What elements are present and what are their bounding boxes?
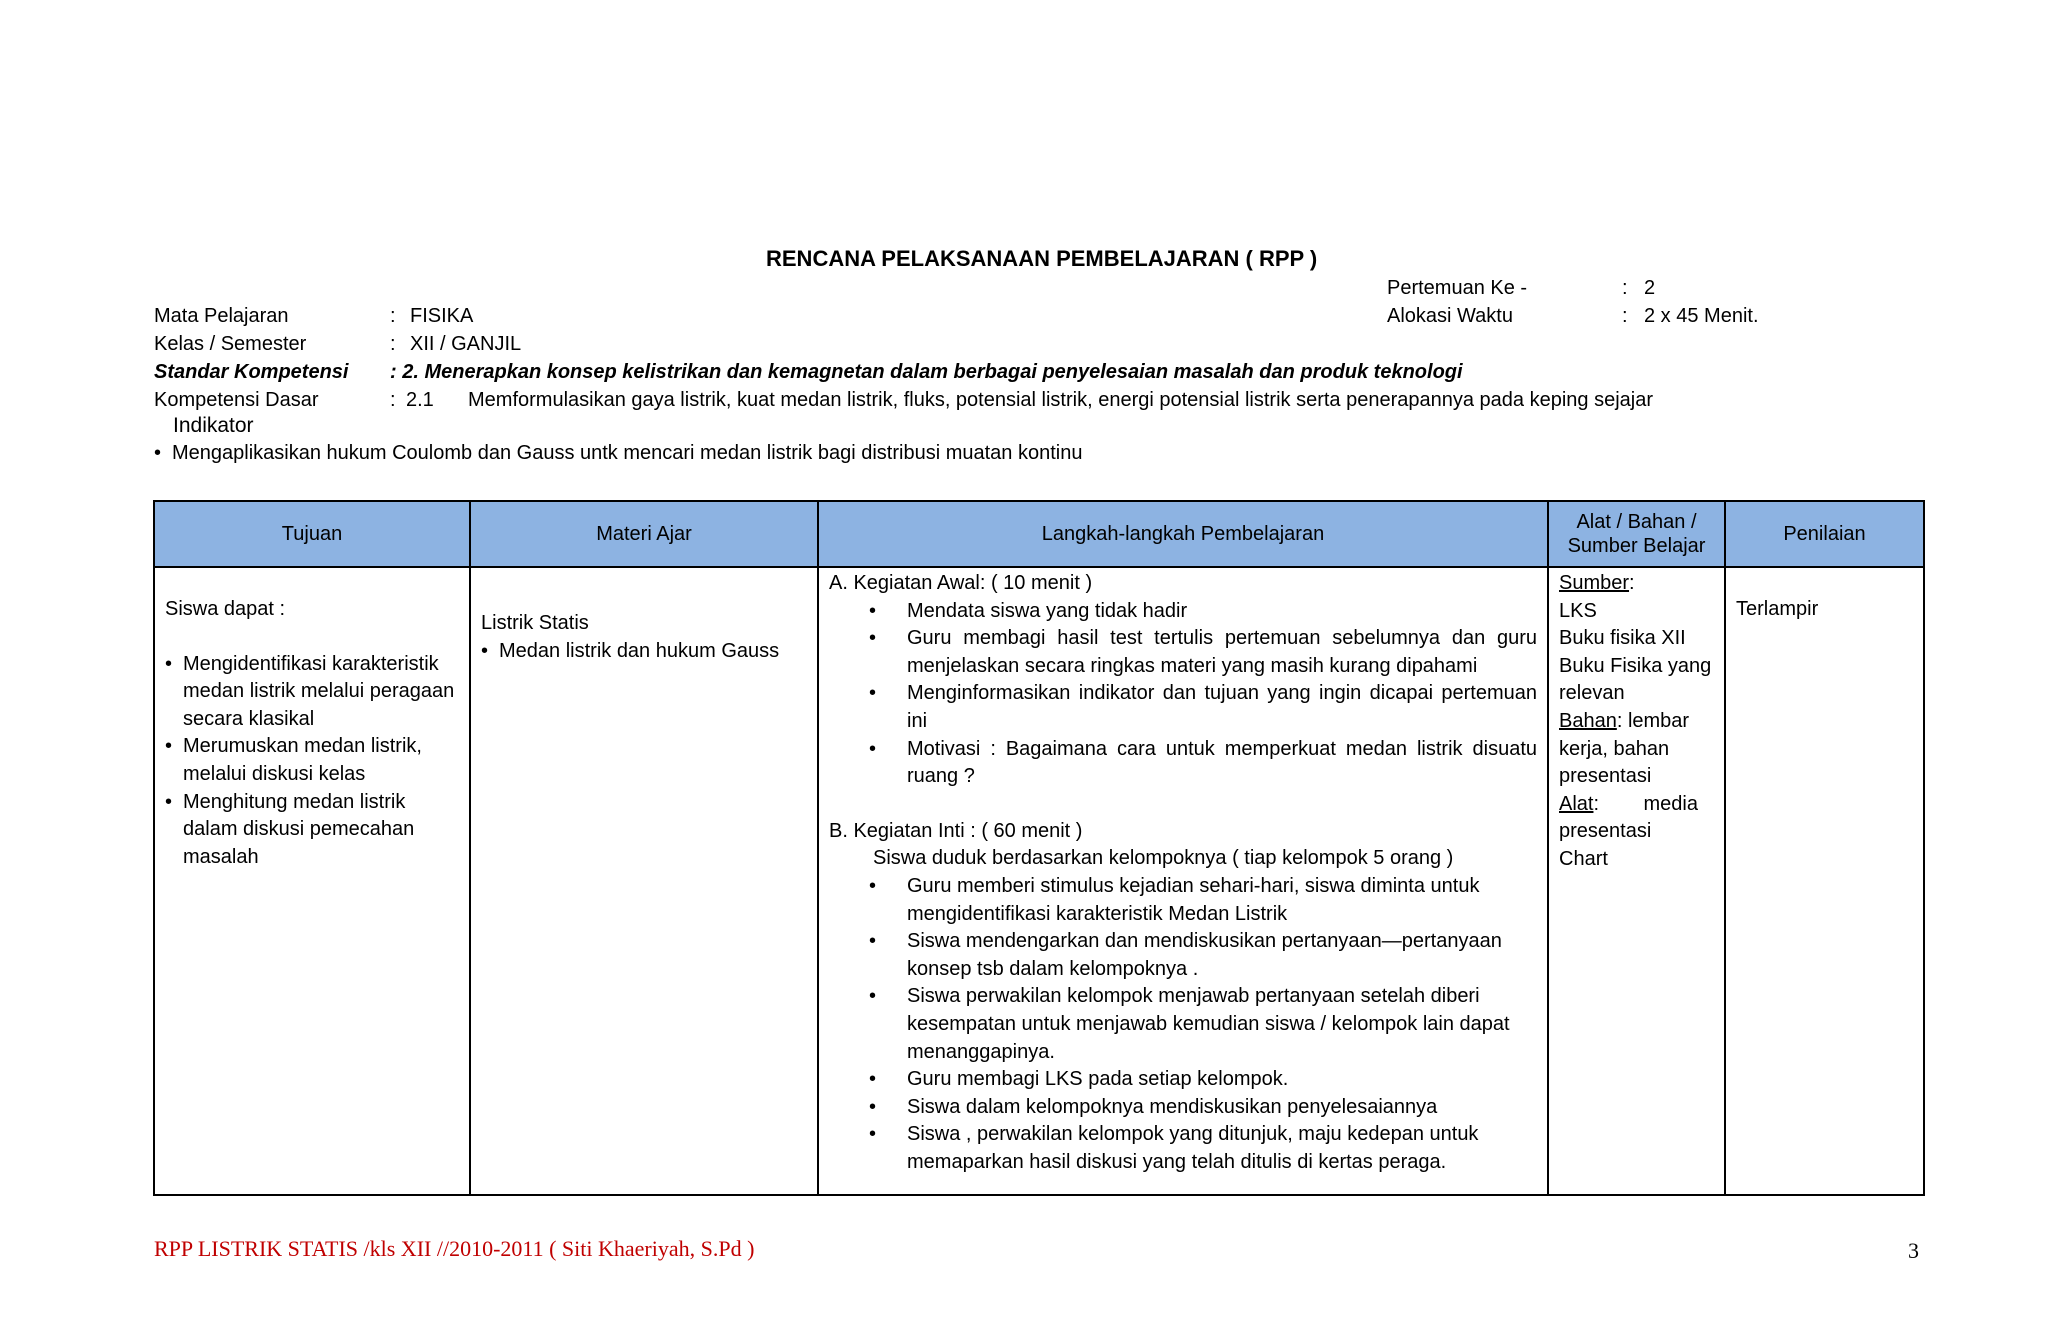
column-header-alat: Alat / Bahan / Sumber Belajar: [1548, 501, 1725, 567]
indicator-item: [154, 442, 1082, 465]
bullet-icon: •: [154, 442, 162, 464]
list-item: • Siswa , perwakilan kelompok yang ditunjuk, maju kedepan untuk memaparkan hasil diskusi yang telah ditulis di kertas peraga.: [829, 1121, 1537, 1176]
lesson-plan-table: [153, 500, 1925, 1196]
meta-key: Mata Pelajaran: [154, 305, 289, 327]
page-number: 3: [1908, 1238, 1919, 1263]
kegiatan-inti-subtitle: Siswa duduk berdasarkan kelompoknya ( tiap kelompok 5 orang ): [873, 847, 1454, 870]
sumber-line: [1559, 570, 1714, 598]
subject-row: [154, 302, 1653, 330]
meta-key: Kompetensi Dasar: [154, 389, 319, 411]
list-item: • Mendata siswa yang tidak hadir: [829, 598, 1537, 626]
lesson-info: [154, 302, 1653, 414]
meta-value: 2: [1644, 277, 1656, 299]
resource-line: Buku Fisika yang relevan: [1559, 654, 1712, 705]
meta-sep: :: [1622, 305, 1628, 327]
meta-sep: :: [1622, 277, 1628, 299]
class-row: [154, 330, 1653, 358]
meta-value: XII / GANJIL: [410, 333, 522, 355]
list-item: • Medan listrik dan hukum Gauss: [481, 638, 807, 666]
alat-cell: [1548, 567, 1725, 1195]
bahan-value: : lembar kerja, bahan presentasi: [1559, 709, 1690, 788]
table-row: [154, 567, 1924, 1195]
list-item: • Merumuskan medan listrik, melalui diskusi kelas: [165, 733, 459, 788]
kegiatan-awal-title: A. Kegiatan Awal: ( 10 menit ): [829, 572, 1093, 594]
tujuan-list: [165, 651, 459, 872]
indicator-heading: Indikator: [173, 414, 254, 437]
bahan-line: [1559, 708, 1714, 791]
alat-label: Alat: [1559, 792, 1594, 815]
table-header-row: [154, 501, 1924, 567]
sumber-label: Sumber: [1559, 572, 1630, 594]
alat-value: : media presentasi: [1559, 792, 1704, 843]
meta-sep: :: [390, 305, 396, 327]
materi-list: [481, 638, 807, 666]
list-item: • Menghitung medan listrik dalam diskusi pemecahan masalah: [165, 789, 459, 872]
meta-sep: :: [390, 389, 396, 411]
meta-key: Alokasi Waktu: [1387, 305, 1513, 327]
meta-number: 2.1: [406, 389, 434, 411]
chart-line: Chart: [1559, 847, 1608, 870]
column-header-penilaian: Penilaian: [1725, 501, 1924, 567]
tujuan-cell: [154, 567, 470, 1195]
indicator-text: Mengaplikasikan hukum Coulomb dan Gauss untk mencari medan listrik bagi distribusi muatan kontinu: [172, 442, 1083, 464]
list-item: • Guru membagi LKS pada setiap kelompok.: [829, 1066, 1537, 1094]
meta-value: : 2. Menerapkan konsep kelistrikan dan kemagnetan dalam berbagai penyelesaian masalah dan produk teknologi: [390, 361, 1463, 383]
materi-title: Listrik Statis: [481, 612, 589, 634]
list-item: • Siswa mendengarkan dan mendiskusikan pertanyaan—pertanyaan konsep tsb dalam kelompoknya .: [829, 928, 1537, 983]
column-header-materi: Materi Ajar: [470, 501, 818, 567]
page-title: RENCANA PELAKSANAAN PEMBELAJARAN ( RPP ): [766, 246, 1318, 271]
meeting-number-row: [1387, 274, 1759, 302]
alat-line: [1559, 791, 1714, 846]
tujuan-intro: Siswa dapat :: [165, 598, 286, 620]
meta-value: Memformulasikan gaya listrik, kuat medan listrik, fluks, potensial listrik, energi potensial listrik serta penerapannya pada keping sejajar: [468, 389, 1653, 411]
list-item: • Guru memberi stimulus kejadian sehari-hari, siswa diminta untuk mengidentifikasi karakteristik Medan Listrik: [829, 873, 1537, 928]
meta-sep: :: [390, 333, 396, 355]
list-item: • Siswa dalam kelompoknya mendiskusikan penyelesaiannya: [829, 1094, 1537, 1122]
resource-line: LKS: [1559, 599, 1597, 622]
sumber-colon: :: [1629, 572, 1635, 594]
meta-key: Standar Kompetensi: [154, 361, 349, 383]
penilaian-cell: [1725, 567, 1924, 1195]
list-item: • Siswa perwakilan kelompok menjawab pertanyaan setelah diberi kesempatan untuk menjawab kemudian siswa / kelompok lain dapat menanggapinya.: [829, 983, 1537, 1066]
list-item: • Guru membagi hasil test tertulis pertemuan sebelumnya dan guru menjelaskan secara ringkas materi yang masih kurang dipahami: [829, 625, 1537, 680]
meta-key: Kelas / Semester: [154, 333, 307, 355]
meta-key: Pertemuan Ke -: [1387, 277, 1528, 299]
materi-cell: [470, 567, 818, 1195]
basic-competency-row: [154, 386, 1653, 414]
resource-line: Buku fisika XII: [1559, 627, 1686, 650]
langkah-cell: [818, 567, 1548, 1195]
competency-standard-row: [154, 358, 1653, 386]
kegiatan-inti-title: B. Kegiatan Inti : ( 60 menit ): [829, 819, 1083, 842]
meta-value: FISIKA: [410, 305, 474, 327]
column-header-langkah: Langkah-langkah Pembelajaran: [818, 501, 1548, 567]
kegiatan-awal-list: [829, 598, 1537, 791]
bahan-label: Bahan: [1559, 709, 1617, 732]
list-item: • Menginformasikan indikator dan tujuan yang ingin dicapai pertemuan ini: [829, 680, 1537, 735]
list-item: • Mengidentifikasi karakteristik medan listrik melalui peragaan secara klasikal: [165, 651, 459, 734]
meta-value: 2 x 45 Menit.: [1644, 305, 1759, 327]
list-item: • Motivasi : Bagaimana cara untuk memperkuat medan listrik disuatu ruang ?: [829, 736, 1537, 791]
footer-text: RPP LISTRIK STATIS /kls XII //2010-2011 ( Siti Khaeriyah, S.Pd ): [154, 1236, 755, 1261]
column-header-tujuan: Tujuan: [154, 501, 470, 567]
kegiatan-inti-list: [829, 873, 1537, 1177]
penilaian-value: Terlampir: [1736, 598, 1819, 620]
